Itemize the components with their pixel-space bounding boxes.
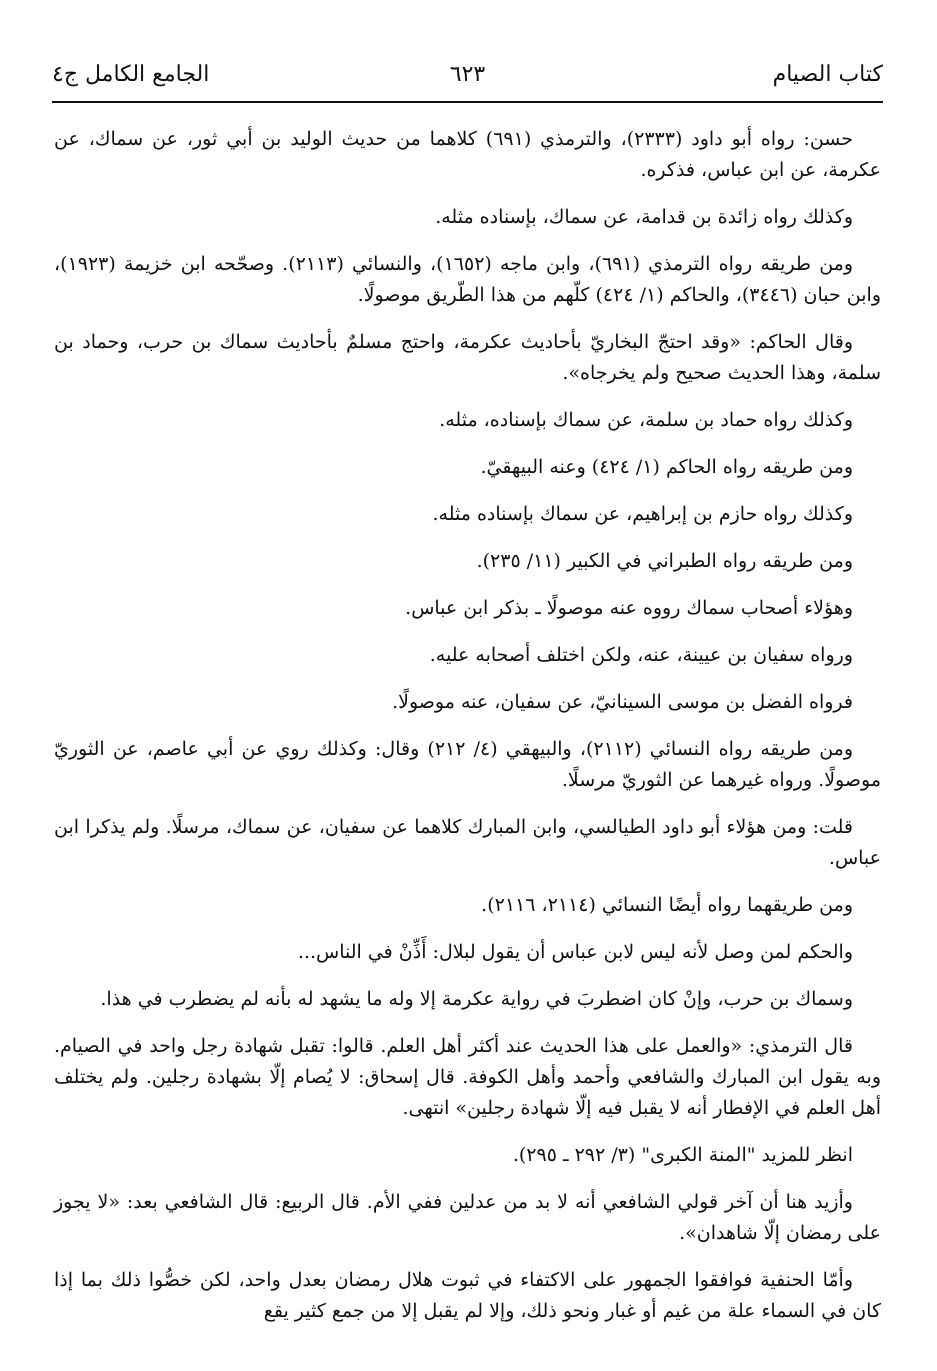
paragraph: والحكم لمن وصل لأنه ليس لابن عباس أن يقول لبلال: أَذِّنْ في الناس... [297,941,853,963]
paragraph: قال الترمذي: «والعمل على هذا الحديث عند أكثر أهل العلم. قالوا: تقبل شهادة رجل واحد في الصيام. وبه يقول ابن المبارك والشافعي وأحمد وأهل الكوفة. قال إسحاق: لا يُصام إلّا بشهادة رجلين. ولم يختلف أهل العلم في الإفطار أنه لا يقبل فيه إلّا شهادة رجلين» انتهى. [54,1035,881,1119]
paragraph: وأمّا الحنفية فوافقوا الجمهور على الاكتفاء في ثبوت هلال رمضان بعدل واحد، لكن خصُّوا ذلك بما إذا كان في السماء علة من غيم أو غبار ونحو ذلك، وإلا لم يقبل إلا من جمع كثير يقع [54,1269,881,1322]
page-number: ٦٢٣ [449,62,486,87]
paragraph: قلت: ومن هؤلاء أبو داود الطيالسي، وابن المبارك كلاهما عن سفيان، عن سماك، مرسلًا. ولم يذكرا ابن عباس. [54,816,881,869]
page-header [52,62,883,96]
paragraph: وكذلك رواه حماد بن سلمة، عن سماك بإسناده، مثله. [439,409,853,431]
paragraph: وسماك بن حرب، وإنْ كان اضطربَ في رواية عكرمة إلا وله ما يشهد له بأنه لم يضطرب في هذا. [100,988,853,1010]
paragraph: ومن طريقهما رواه أيضًا النسائي (٢١١٤، ٢١١٦). [481,894,853,916]
paragraph: انظر للمزيد "المنة الكبرى" (٣/ ٢٩٢ ـ ٢٩٥). [512,1144,853,1166]
paragraph: ومن طريقه رواه الترمذي (٦٩١)، وابن ماجه (١٦٥٢)، والنسائي (٢١١٣). وصحّحه ابن خزيمة (١٩٢٣)، وابن حبان (٣٤٤٦)، والحاكم (١/ ٤٢٤) كلّهم من هذا الطّريق موصولًا. [54,253,881,306]
paragraph: حسن: رواه أبو داود (٢٣٣٣)، والترمذي (٦٩١) كلاهما من حديث الوليد بن أبي ثور، عن سماك، عن عكرمة، عن ابن عباس، فذكره. [54,128,881,181]
paragraph: ومن طريقه رواه النسائي (٢١١٢)، والبيهقي (٤/ ٢١٢) وقال: وكذلك روي عن أبي عاصم، عن الثوريّ موصولًا. ورواه غيرهما عن الثوريّ مرسلًا. [54,738,881,791]
paragraph: وكذلك رواه زائدة بن قدامة، عن سماك، بإسناده مثله. [435,206,853,228]
page-body [54,124,881,1343]
header-divider [52,101,883,103]
paragraph: ومن طريقه رواه الطبراني في الكبير (١١/ ٢٣٥). [476,550,853,572]
paragraph: وهؤلاء أصحاب سماك رووه عنه موصولًا ـ بذكر ابن عباس. [405,597,853,619]
paragraph: ومن طريقه رواه الحاكم (١/ ٤٢٤) وعنه البيهقيّ. [480,456,853,478]
paragraph: وأزيد هنا أن آخر قولي الشافعي أنه لا بد من عدلين ففي الأم. قال الربيع: قال الشافعي بعد: «لا يجوز على رمضان إلّا شاهدان». [54,1191,881,1244]
paragraph: وكذلك رواه حازم بن إبراهيم، عن سماك بإسناده مثله. [432,503,853,525]
book-title: الجامع الكامل ج٤ [52,62,210,87]
paragraph: وقال الحاكم: «وقد احتجّ البخاريّ بأحاديث عكرمة، واحتج مسلمٌ بأحاديث سماك بن حرب، وحماد بن سلمة، وهذا الحديث صحيح ولم يخرجاه». [54,331,881,384]
chapter-title: كتاب الصيام [772,62,883,87]
paragraph: فرواه الفضل بن موسى السينانيّ، عن سفيان، عنه موصولًا. [392,691,853,713]
paragraph: ورواه سفيان بن عيينة، عنه، ولكن اختلف أصحابه عليه. [429,644,853,666]
